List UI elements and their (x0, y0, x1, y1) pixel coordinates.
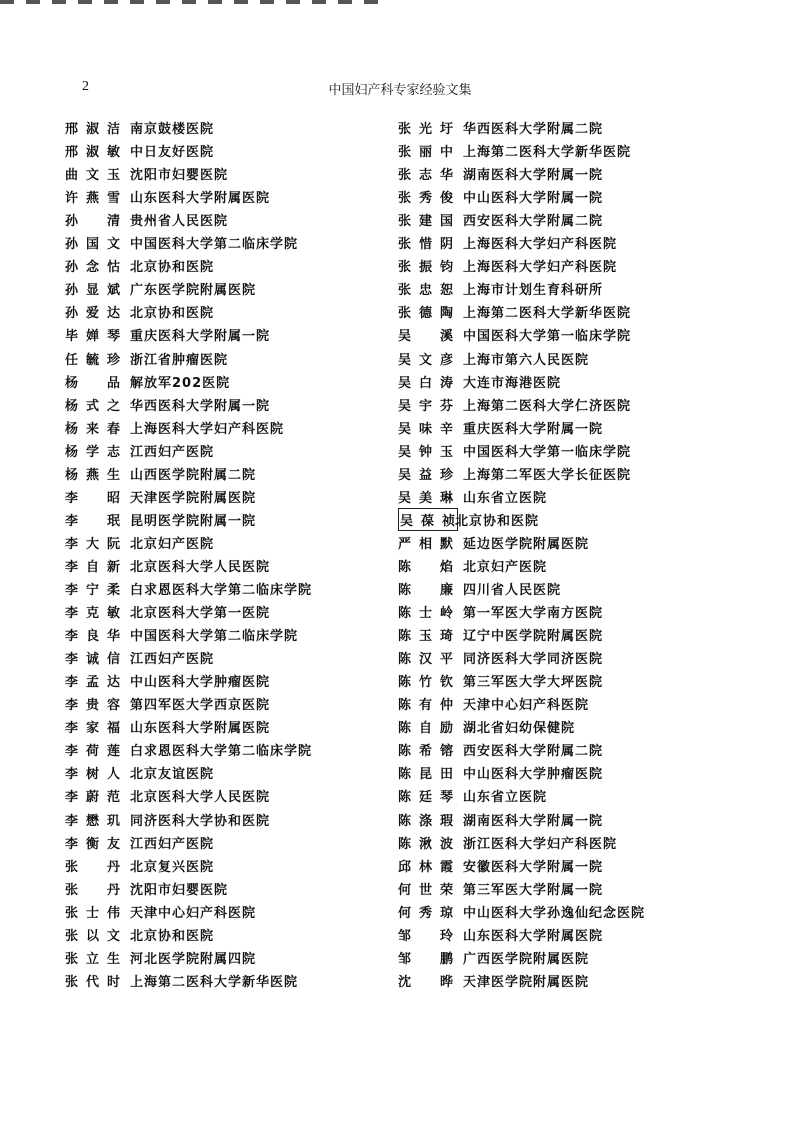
expert-name: 吴 溪 (398, 329, 454, 345)
institution: 上海医科大学妇产科医院 (463, 260, 618, 276)
expert-name: 邱林霞 (398, 859, 454, 875)
expert-name: 吴葆祯 (400, 510, 456, 529)
institution: 北京协和医院 (455, 513, 540, 529)
expert-name: 任毓珍 (65, 352, 121, 368)
expert-name: 李自新 (65, 559, 121, 575)
expert-name: 张志华 (398, 168, 454, 184)
institution: 白求恩医科大学第二临床学院 (130, 744, 313, 760)
expert-name: 李树人 (65, 767, 121, 783)
institution: 上海第二医科大学新华医院 (130, 974, 299, 990)
expert-name: 陈希镕 (398, 744, 454, 760)
institution: 山东省立医院 (463, 790, 548, 806)
institution: 中山医科大学肿瘤医院 (130, 675, 271, 691)
institution: 上海医科大学妇产科医院 (130, 421, 285, 437)
expert-name: 李懋玑 (65, 813, 121, 829)
expert-name: 李良华 (65, 629, 121, 645)
institution: 北京妇产医院 (130, 536, 215, 552)
institution: 北京协和医院 (130, 260, 215, 276)
expert-name: 吴宇芬 (398, 398, 454, 414)
expert-name: 李克敏 (65, 606, 121, 622)
institution: 重庆医科大学附属一院 (130, 329, 271, 345)
expert-name: 张建国 (398, 214, 454, 230)
institution: 山东医科大学附属医院 (130, 721, 271, 737)
institution: 北京友谊医院 (130, 767, 215, 783)
institution: 上海市第六人民医院 (463, 352, 590, 368)
expert-name: 邹 鹏 (398, 951, 454, 967)
institution: 第四军医大学西京医院 (130, 698, 271, 714)
expert-name: 陈玉琦 (398, 629, 454, 645)
institution: 中国医科大学第二临床学院 (130, 629, 299, 645)
institution: 广西医学院附属医院 (463, 951, 590, 967)
expert-name: 杨式之 (65, 398, 121, 414)
expert-name: 陈自励 (398, 721, 454, 737)
expert-name: 杨学志 (65, 444, 121, 460)
institution: 江西妇产医院 (130, 444, 215, 460)
expert-name: 曲文玉 (65, 168, 121, 184)
running-header-title: 中国妇产科专家经验文集 (328, 83, 472, 98)
institution: 北京妇产医院 (463, 559, 548, 575)
expert-name: 吴文彦 (398, 352, 454, 368)
expert-name: 严相默 (398, 536, 454, 552)
expert-name: 邹 玲 (398, 928, 454, 944)
institution: 上海第二医科大学仁济医院 (463, 398, 632, 414)
institution: 山东省立医院 (463, 490, 548, 506)
institution: 贵州省人民医院 (130, 214, 229, 230)
institution: 昆明医学院附属一院 (130, 513, 257, 529)
expert-name: 张忠恕 (398, 283, 454, 299)
institution: 上海第二医科大学新华医院 (463, 306, 632, 322)
institution: 安徽医科大学附属一院 (463, 859, 604, 875)
institution: 中山医科大学孙逸仙纪念医院 (463, 905, 646, 921)
institution: 中山医科大学肿瘤医院 (463, 767, 604, 783)
institution: 上海市计划生育科研所 (463, 283, 604, 299)
institution: 上海医科大学妇产科医院 (463, 237, 618, 253)
institution: 天津医学院附属医院 (463, 974, 590, 990)
institution: 中国医科大学第一临床学院 (463, 329, 632, 345)
institution: 湖北省妇幼保健院 (463, 721, 576, 737)
expert-name: 孙 清 (65, 214, 121, 230)
expert-name: 孙念怙 (65, 260, 121, 276)
institution: 西安医科大学附属二院 (463, 214, 604, 230)
expert-name: 吴白涛 (398, 375, 454, 391)
top-scan-dashes (0, 0, 380, 4)
institution: 北京医科大学人民医院 (130, 790, 271, 806)
institution: 湖南医科大学附属一院 (463, 168, 604, 184)
institution: 江西妇产医院 (130, 652, 215, 668)
institution: 上海第二军医大学长征医院 (463, 467, 632, 483)
expert-name: 李 昭 (65, 490, 121, 506)
institution: 上海第二医科大学新华医院 (463, 145, 632, 161)
expert-name: 吴钟玉 (398, 444, 454, 460)
expert-name: 李孟达 (65, 675, 121, 691)
institution: 重庆医科大学附属一院 (463, 421, 604, 437)
expert-name: 张光圩 (398, 122, 454, 137)
expert-name: 吴美琳 (398, 490, 454, 506)
expert-name: 张以文 (65, 928, 121, 944)
institution: 第三军医大学附属一院 (463, 882, 604, 898)
institution: 山西医学院附属二院 (130, 467, 257, 483)
institution: 四川省人民医院 (463, 583, 562, 598)
institution: 浙江省肿瘤医院 (130, 352, 229, 368)
expert-name: 李贵容 (65, 698, 121, 714)
institution: 天津中心妇产科医院 (463, 698, 590, 714)
institution: 北京医科大学人民医院 (130, 559, 271, 575)
institution: 同济医科大学同济医院 (463, 652, 604, 668)
expert-name: 张德陶 (398, 306, 454, 322)
expert-name: 张代时 (65, 974, 121, 990)
expert-name: 李大阮 (65, 536, 121, 552)
expert-name: 张振钧 (398, 260, 454, 276)
institution: 中山医科大学附属一院 (463, 191, 604, 207)
institution: 西安医科大学附属二院 (463, 744, 604, 760)
institution: 第三军医大学大坪医院 (463, 675, 604, 691)
institution: 湖南医科大学附属一院 (463, 813, 604, 829)
expert-name: 陈涤瑕 (398, 813, 454, 829)
institution: 解放军202医院 (130, 375, 231, 391)
expert-name: 张 丹 (65, 859, 121, 875)
expert-name: 邢淑洁 (65, 122, 121, 137)
expert-name: 孙显斌 (65, 283, 121, 299)
institution: 延边医学院附属医院 (463, 536, 590, 552)
expert-name: 张秀俊 (398, 191, 454, 207)
institution: 中日友好医院 (130, 145, 215, 161)
expert-name: 沈 晔 (398, 974, 454, 990)
institution: 山东医科大学附属医院 (463, 928, 604, 944)
expert-name: 孙国文 (65, 237, 121, 253)
institution: 辽宁中医学院附属医院 (463, 629, 604, 645)
institution: 大连市海港医院 (463, 375, 562, 391)
expert-name: 陈湫波 (398, 836, 454, 852)
expert-name: 李家福 (65, 721, 121, 737)
institution: 北京复兴医院 (130, 859, 215, 875)
expert-name: 吴益珍 (398, 467, 454, 483)
expert-name: 杨 品 (65, 375, 121, 391)
expert-name: 张丽中 (398, 145, 454, 161)
institution: 天津中心妇产科医院 (130, 905, 257, 921)
institution: 浙江医科大学妇产科医院 (463, 836, 618, 852)
expert-name: 陈汉平 (398, 652, 454, 668)
expert-name: 张立生 (65, 951, 121, 967)
expert-name: 杨来春 (65, 421, 121, 437)
expert-name: 陈士岭 (398, 606, 454, 622)
institution: 江西妇产医院 (130, 836, 215, 852)
expert-name: 陈廷琴 (398, 790, 454, 806)
expert-name: 李宁柔 (65, 583, 121, 598)
institution: 河北医学院附属四院 (130, 951, 257, 967)
institution: 北京协和医院 (130, 928, 215, 944)
institution: 山东医科大学附属医院 (130, 191, 271, 207)
institution: 第一军医大学南方医院 (463, 606, 604, 622)
expert-name: 毕婵琴 (65, 329, 121, 345)
institution: 南京鼓楼医院 (130, 122, 215, 137)
expert-name: 孙爱达 (65, 306, 121, 322)
institution: 同济医科大学协和医院 (130, 813, 271, 829)
institution: 白求恩医科大学第二临床学院 (130, 583, 313, 598)
expert-name: 许燕雪 (65, 191, 121, 207)
institution: 中国医科大学第二临床学院 (130, 237, 299, 253)
expert-name: 陈有仲 (398, 698, 454, 714)
institution: 广东医学院附属医院 (130, 283, 257, 299)
expert-name: 何世荣 (398, 882, 454, 898)
expert-name: 陈 廉 (398, 583, 454, 598)
expert-name: 张 丹 (65, 882, 121, 898)
expert-name: 李衡友 (65, 836, 121, 852)
institution: 北京医科大学第一医院 (130, 606, 271, 622)
institution: 沈阳市妇婴医院 (130, 882, 229, 898)
expert-name: 陈昆田 (398, 767, 454, 783)
page-number: 2 (82, 79, 89, 94)
expert-name: 张惜阴 (398, 237, 454, 253)
expert-name: 吴味辛 (398, 421, 454, 437)
institution: 中国医科大学第一临床学院 (463, 444, 632, 460)
expert-name: 李 珉 (65, 513, 121, 529)
institution: 华西医科大学附属一院 (130, 398, 271, 414)
expert-name: 邢淑敏 (65, 145, 121, 161)
institution: 华西医科大学附属二院 (463, 122, 604, 137)
expert-name: 杨燕生 (65, 467, 121, 483)
expert-name: 李蔚范 (65, 790, 121, 806)
expert-name: 陈竹钦 (398, 675, 454, 691)
institution: 天津医学院附属医院 (130, 490, 257, 506)
expert-name: 何秀琼 (398, 905, 454, 921)
expert-name: 李诚信 (65, 652, 121, 668)
institution: 北京协和医院 (130, 306, 215, 322)
expert-name: 李荷莲 (65, 744, 121, 760)
expert-name: 陈 焰 (398, 559, 454, 575)
institution: 沈阳市妇婴医院 (130, 168, 229, 184)
expert-name: 张士伟 (65, 905, 121, 921)
